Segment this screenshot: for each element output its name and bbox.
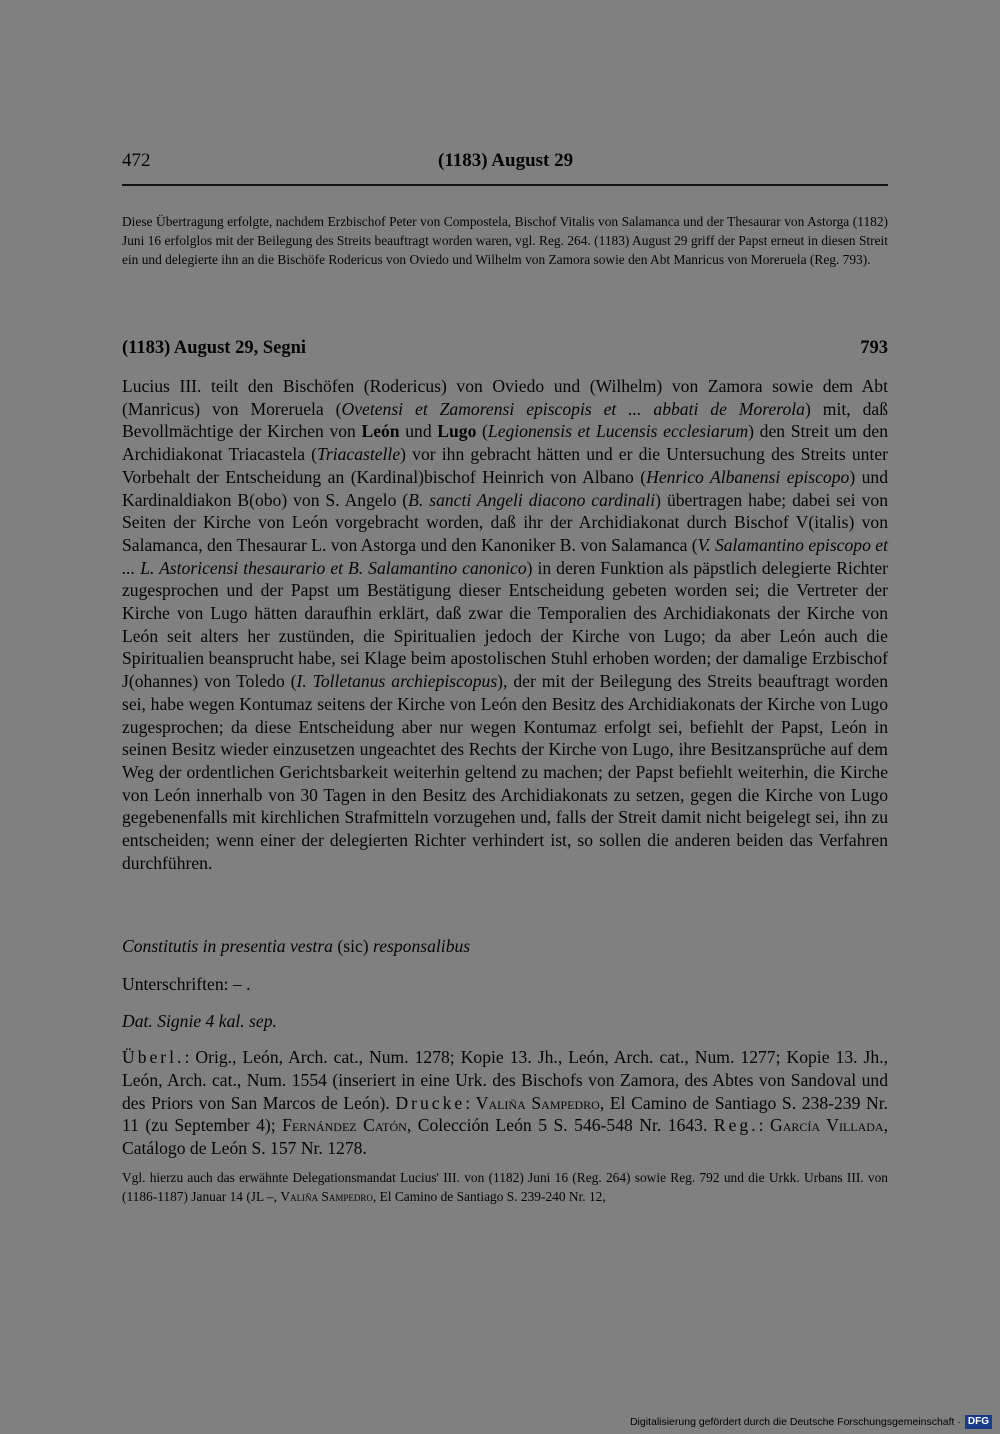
transmission-section xyxy=(122,1046,888,1160)
text-run: : xyxy=(758,1115,771,1136)
keyword-lugo: Lugo xyxy=(437,421,477,442)
author-name: García Villada xyxy=(770,1115,884,1136)
entry-heading xyxy=(122,338,888,364)
keyword-leon: León xyxy=(361,421,400,442)
text-run: , El Camino de Santiago S. 239-240 Nr. 12, xyxy=(372,1189,606,1204)
text-run: und xyxy=(399,421,438,442)
incipit-latin: Constitutis in presentia vestra xyxy=(122,936,333,956)
text-run: ) den Streit um den Archidiakonat Triacastela ( xyxy=(122,421,888,465)
incipit-sic: (sic) xyxy=(332,936,374,956)
commentary-note xyxy=(122,1168,888,1206)
text-run: : xyxy=(465,1092,476,1113)
latin-quote: V. Salamantino episcopo et ... L. Astoricensi thesaurario et B. Salamantino canonico xyxy=(122,534,888,578)
subscriptions: Unterschriften: – . xyxy=(122,974,251,994)
text-run: ) mit, daß Bevollmächtige der Kirchen von xyxy=(122,398,888,442)
text-run: , El Camino de Santiago S. 238-239 Nr. 11 (zu September 4); xyxy=(122,1092,888,1136)
text-run: , Catálogo de León S. 157 Nr. 1278. xyxy=(122,1115,888,1159)
page-number: 472 xyxy=(122,150,151,171)
text-run: ( xyxy=(476,421,488,442)
latin-quote: Triacastelle xyxy=(317,444,401,465)
incipit xyxy=(122,935,888,958)
incipit-latin: responsalibus xyxy=(373,936,471,956)
author-name: Valiña Sampedro xyxy=(475,1092,600,1113)
dfg-logo-icon: DFG xyxy=(965,1415,992,1429)
preliminary-note: Diese Übertragung erfolgte, nachdem Erzbischof Peter von Compostela, Bischof Vitalis von Salamanca und der Thesaurar von Astorga (1182) Juni 16 erfolglos mit der Beilegung des Streits beauftragt worden waren, vgl. Reg. 264. (1183) August 29 griff der Papst erneut in diesen Streit ein und delegierte ihn an die Bischöfe Rodericus von Oviedo und Wilhelm von Zamora sowie den Abt Manricus von Moreruela (Reg. 793). xyxy=(122,214,888,267)
entry-date-place: (1183) August 29, Segni xyxy=(122,338,307,358)
author-name: Fernández Catón xyxy=(282,1115,407,1136)
latin-quote: B. sancti Angeli diacono cardinali xyxy=(408,489,656,510)
latin-quote: I. Tolletanus archiepiscopus xyxy=(296,671,498,692)
text-run: ) in deren Funktion als päpstlich delegierte Richter zugesprochen und der Papst um Bestätigung dieser Entscheidung gebeten worden sei; die Vertreter der Kirche von Lugo hätten daraufhin erklärt, daß zwar die Temporalien des Archidiakonats der Kirche von León seit alters her zustünden, die Spiritualien jedoch der Kirche von Lugo; da aber León auch die Spiritualien beansprucht habe, sei Klage beim apostolischen Stuhl erhoben worden; der damalige Erzbischof J(ohannes) von Toledo ( xyxy=(122,557,888,692)
footer-text: Digitalisierung gefördert durch die Deutsche Forschungsgemeinschaft · xyxy=(629,1416,961,1428)
datum-line: Dat. Signie 4 kal. sep. xyxy=(122,1011,277,1031)
text-run: : Orig., León, Arch. cat., Num. 1278; Kopie 13. Jh., León, Arch. cat., Num. 1277; Kopie 13. Jh., León, Arch. cat., Num. 1554 (inseriert in eine Urk. des Bischofs von Zamora, des Abtes von Sandoval und des Priors von San Marcos de León). xyxy=(122,1047,888,1113)
latin-quote: Ovetensi et Zamorensi episcopis et ... abbati de Morerola xyxy=(341,398,805,419)
header-rule xyxy=(122,184,888,186)
entry-number: 793 xyxy=(860,338,888,358)
text-run: Lucius III. teilt den Bischöfen (Rodericus) von Oviedo und (Wilhelm) von Zamora sowie dem Abt (Manricus) von Moreruela ( xyxy=(122,376,888,419)
text-run: ) vor ihn gebracht hätten und er die Untersuchung des Streits unter Vorbehalt der Entscheidung an (Kardinal)bischof Heinrich von Albano ( xyxy=(122,444,889,487)
label-ueberlieferung: Überl. xyxy=(122,1047,185,1067)
digitization-footer xyxy=(630,1414,992,1430)
text-run: Vgl. hierzu auch das erwähnte Delegationsmandat Lucius' III. von (1182) Juni 16 (Reg. 264) sowie Reg. 792 und die Urkk. Urbans III. von (1186-1187) Januar 14 (JL –, xyxy=(122,1170,888,1204)
text-run: , Colección León 5 S. 546-548 Nr. 1643. xyxy=(406,1115,714,1136)
running-head xyxy=(122,150,888,178)
text-run: ) übertragen habe; dabei sei von Seiten der Kirche von León vorgebracht worden, daß ihr der Archidiakonat durch Bischof V(italis) von Salamanca, den Thesaurar L. von Astorga und den Kanoniker B. von Salamanca ( xyxy=(122,489,888,555)
regest-text xyxy=(122,375,888,874)
latin-quote: Legionensis et Lucensis ecclesiarum xyxy=(487,421,749,442)
author-name: Valiña Sampedro xyxy=(280,1189,373,1204)
text-run: ) und Kardinaldiakon B(obo) von S. Angelo ( xyxy=(122,466,889,510)
label-regest: Reg. xyxy=(713,1115,759,1136)
running-head-title: (1183) August 29 xyxy=(438,150,574,171)
latin-quote: Henrico Albanensi episcopo xyxy=(646,466,850,487)
label-drucke: Drucke xyxy=(395,1092,466,1113)
text-run: ), der mit der Beilegung des Streits beauftragt worden sei, habe wegen Kontumaz seitens der Kirche von León den Besitz des Archidiakonats der Kirche von Lugo zugesprochen; da diese Entscheidung aber nur wegen Kontumaz erfolgt sei, befiehlt der Papst, León in seinen Besitz wieder einzusetzen ungeachtet des Rechts der Kirche von Lugo, ihre Besitzansprüche auf dem Weg der ordentlichen Gerichtsbarkeit weiterhin geltend zu machen; der Papst befiehlt weiterhin, die Kirche von León innerhalb von 30 Tagen in den Besitz des Archidiakonats zu setzen, gegen die Kirche von Lugo gegebenenfalls mit kirchlichen Strafmitteln vorzugehen und, falls der Streit damit nicht beigelegt sei, ihn zu entscheiden; wenn einer der delegierten Richter verhindert ist, so sollen die anderen beiden das Verfahren durchführen. xyxy=(122,671,888,873)
